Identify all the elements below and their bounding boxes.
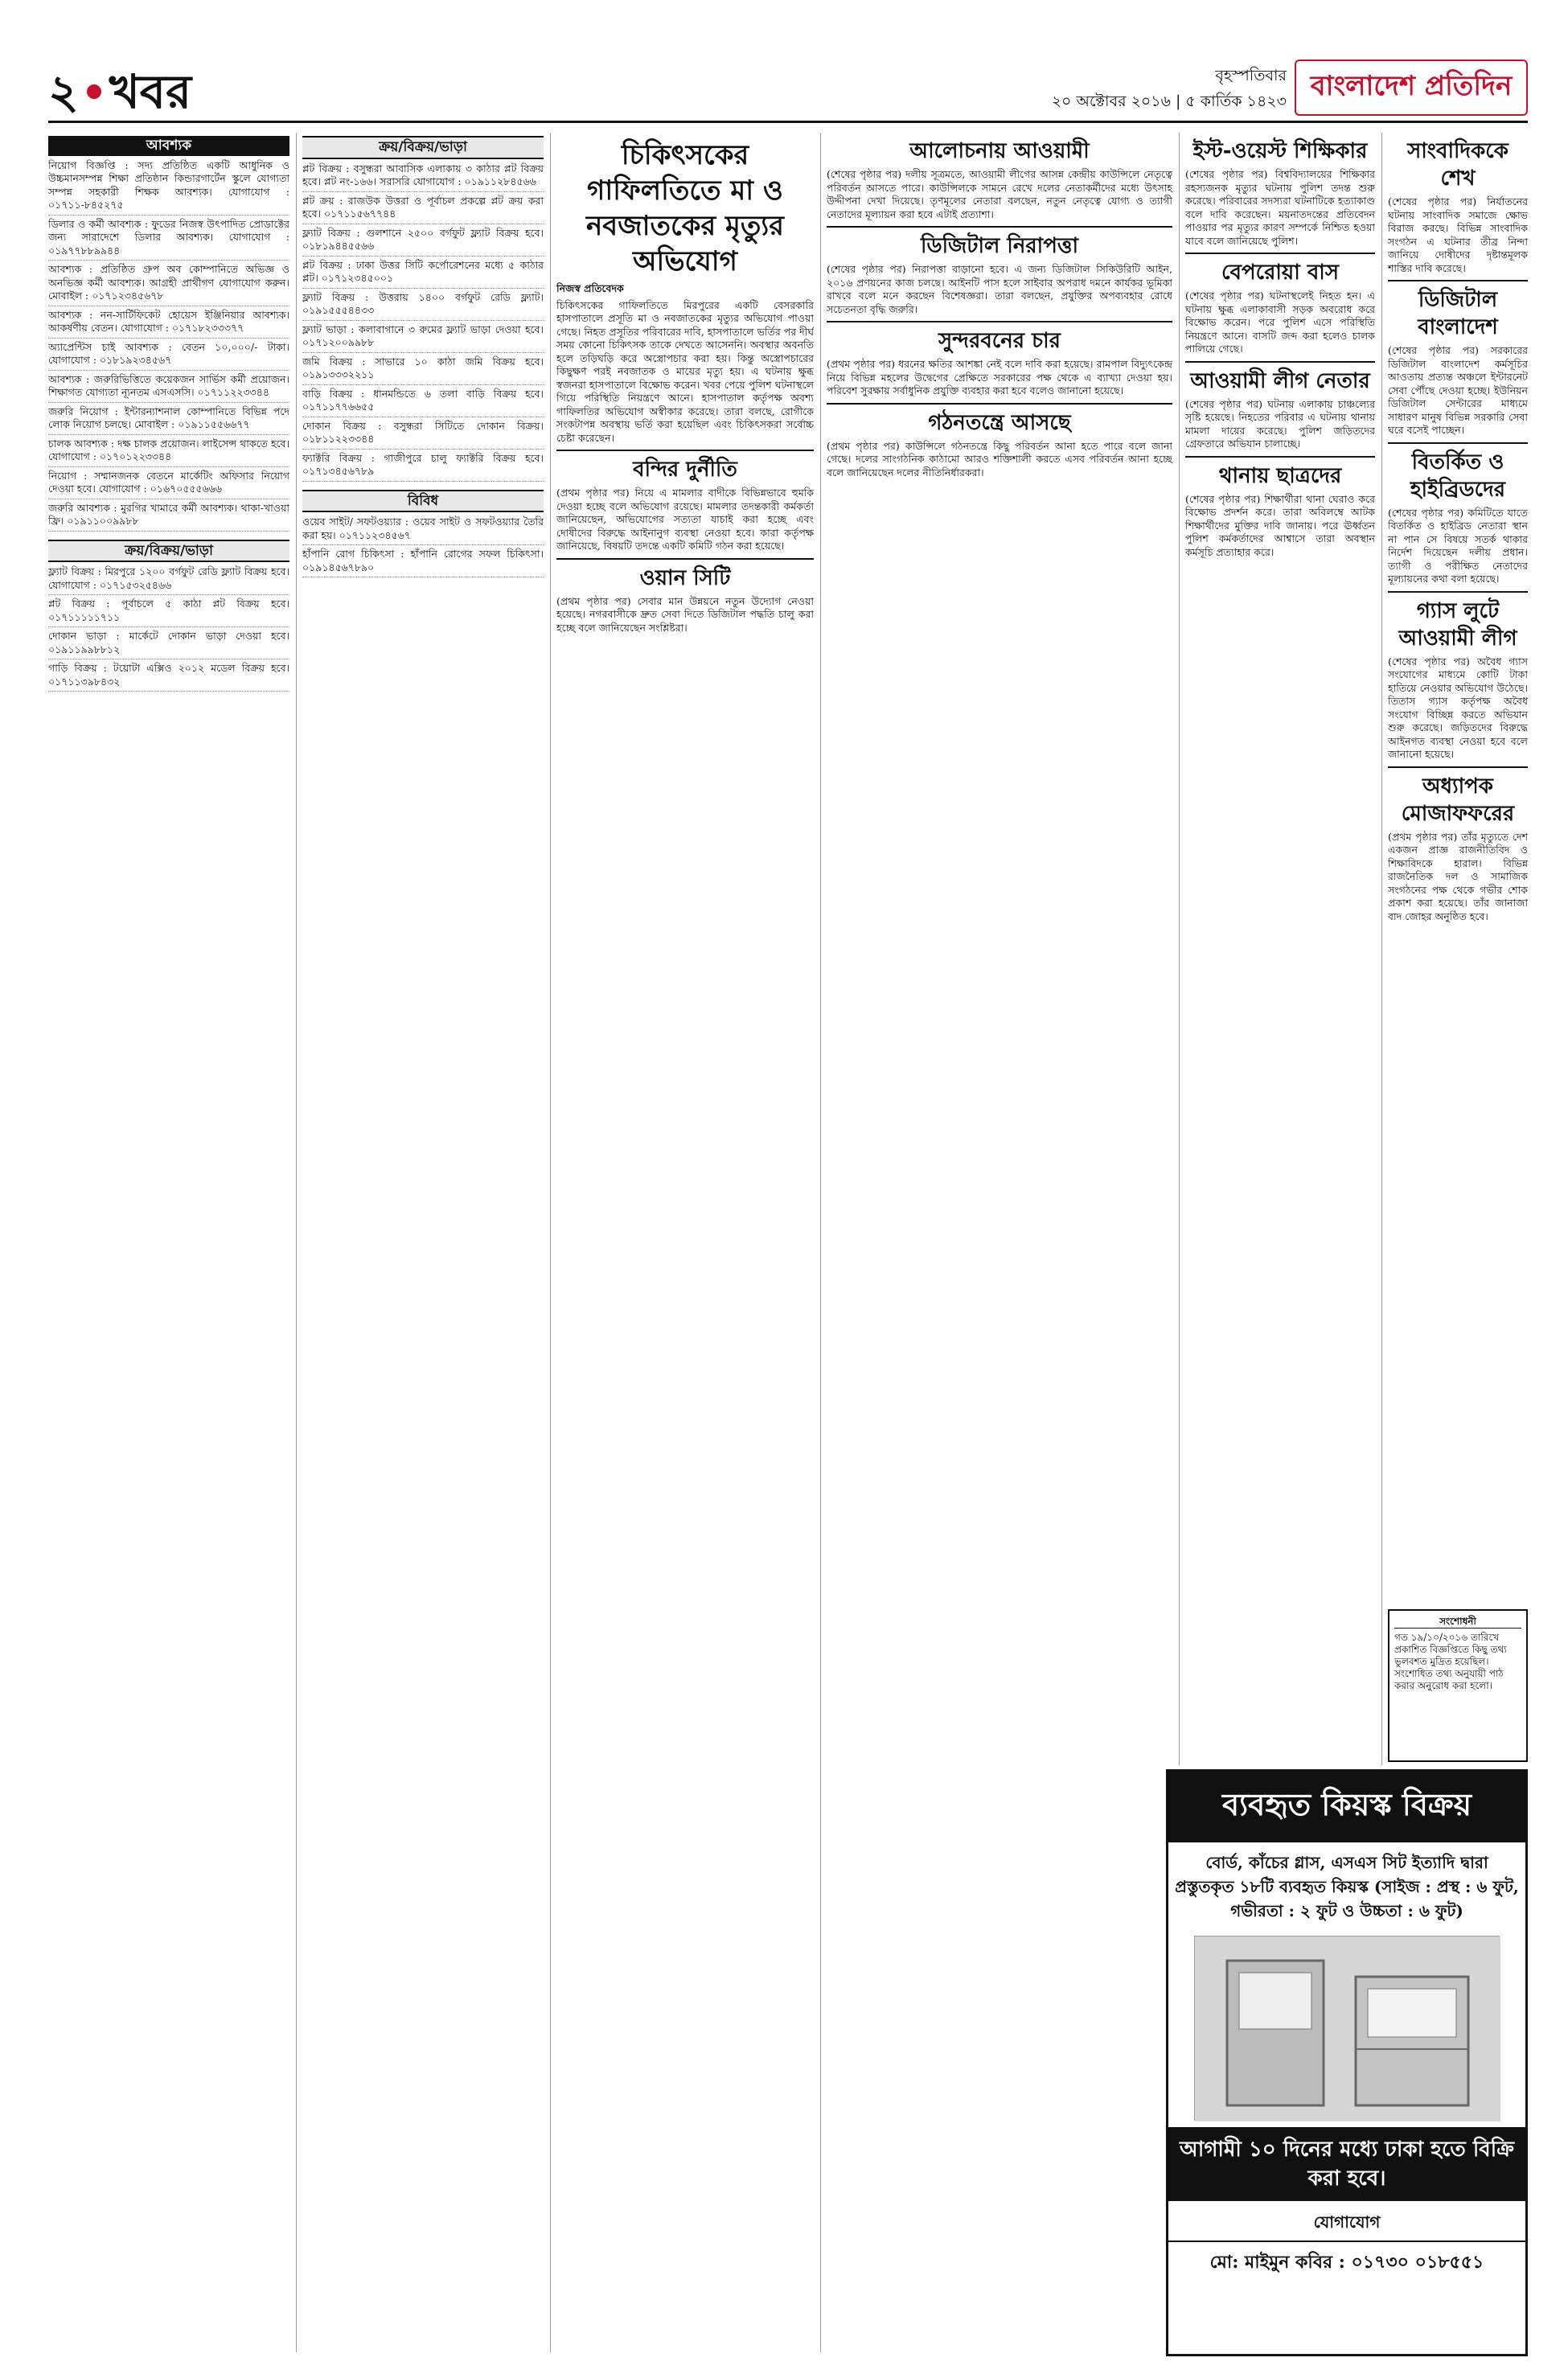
classified-ad: জরুরি আবশ্যক : মুরগির খামারে কর্মী আবশ্যক। থাকা-খাওয়া ফ্রি। ০১৯১১০০৯৯৮৮	[48, 502, 289, 532]
classified-ad-list	[48, 565, 289, 692]
classified-ad: প্লট ক্রয় : রাজউক উত্তরা ও পূর্বাচল প্রকল্পে প্লট ক্রয় করা হবে। ০১৭১১৫৬৭৭৪৪	[302, 195, 544, 224]
kiosk-illustration-icon	[1195, 1937, 1500, 2121]
classified-section-head: ক্রয়/বিক্রয়/ভাড়া	[48, 540, 289, 563]
classified-ad: নিয়োগ : সম্মানজনক বেতনে মার্কেটিং অফিসার নিয়োগ দেওয়া হবে। যোগাযোগ : ০১৬৭০৫৫৫৬৬৬	[48, 470, 289, 499]
story-headline: বেপরোয়া বাস	[1221, 261, 1340, 285]
story-body: (শেষের পৃষ্ঠার পর) ঘটনায় এলাকায় চাঞ্চল্যের সৃষ্টি হয়েছে। নিহতের পরিবার এ ঘটনায় থানায় মামলা দায়ের করেছে। পুলিশ জড়িতদের গ্রেফতারে অভিযান চালাচ্ছে।	[1185, 397, 1375, 450]
column-rule	[1179, 133, 1180, 1765]
story-headline: বিতর্কিত ও হাইব্রিডদের	[1410, 450, 1506, 502]
story-divider	[1388, 591, 1528, 593]
classified-ad: অ্যাপ্রেন্টিস চাই আবশ্যক : বেতন ১০,০০০/- টাকা। যোগাযোগ : ০১৮১৯২৩৪৫৬৭	[48, 341, 289, 371]
story-headline: ডিজিটাল নিরাপত্তা	[921, 234, 1078, 258]
classified-ad: বাড়ি বিক্রয় : ধানমন্ডিতে ৬ তলা বাড়ি বিক্রয় হবে। ০১৭১১৭৭৬৬৫৫	[302, 388, 544, 417]
story-headline: ওয়ান সিটি	[639, 565, 731, 590]
ad-description: বোর্ড, কাঁচের গ্লাস, এসএস সিট ইত্যাদি দ্বারা প্রস্তুতকৃত ১৮টি ব্যবহৃত কিয়স্ক (সাইজ : প্রস্থ : ৬ ফুট, গভীরতা : ২ ফুট ও উচ্চতা : ৬ ফুট)	[1175, 1853, 1519, 1920]
classified-column-2	[302, 133, 544, 2352]
story-divider	[827, 226, 1172, 228]
story-body: (প্রথম পৃষ্ঠার পর) নিয়ে এ মামলার বাদীকে বিভিন্নভাবে হুমকি দেওয়া হচ্ছে বলে অভিযোগ রয়েছে। মামলার তদন্তকারী কর্মকর্তা জানিয়েছেন, অভিযোগের সত্যতা যাচাই করা হচ্ছে এবং দোষীদের বিরুদ্ধে আইনানুগ ব্যবস্থা নেওয়া হবে। কারা কর্তৃপক্ষ জানিয়েছে, বিষয়টি তদন্তে একটি কমিটি গঠন করা হয়েছে।	[556, 487, 814, 552]
story-divider	[827, 403, 1172, 405]
classified-ad: ফ্যাক্টরি বিক্রয় : গাজীপুরে চালু ফ্যাক্টরি বিক্রয় হবে। ০১৭১৩৪৫৬৭৮৯	[302, 452, 544, 482]
classified-ad: ডিলার ও কর্মী আবশ্যক : ফুডের নিজস্ব উৎপাদিত প্রোডাক্টের জন্য সারাদেশে ডিলার আবশ্যক। যোগাযোগ : ০১৯৭৭৮৮৯৯৪৪	[48, 218, 289, 261]
story-headline: অধ্যাপক মোজাফফরের	[1401, 774, 1515, 826]
column-rule	[550, 133, 551, 2352]
column-rule	[820, 133, 821, 2352]
classified-ad-list	[48, 159, 289, 532]
story-body: (শেষের পৃষ্ঠার পর) নির্যাতনের ঘটনায় সাংবাদিক সমাজে ক্ষোভ বিরাজ করছে। বিভিন্ন সাংবাদিক সংগঠন এ ঘটনার তীব্র নিন্দা জানিয়ে দোষীদের দৃষ্টান্তমূলক শাস্তির দাবি করেছে।	[1388, 195, 1528, 274]
story-body: (শেষের পৃষ্ঠার পর) অবৈধ গ্যাস সংযোগের মাধ্যমে কোটি টাকা হাতিয়ে নেওয়ার অভিযোগ উঠেছে। তিতাস গ্যাস কর্তৃপক্ষ অবৈধ সংযোগ বিচ্ছিন্ন করতে অভিযান শুরু করেছে। জড়িতদের বিরুদ্ধে আইনগত ব্যবস্থা নেওয়া হবে বলে জানানো হয়েছে।	[1388, 655, 1528, 760]
story-body: (শেষের পৃষ্ঠার পর) কমিটিতে যাতে বিতর্কিত ও হাইব্রিড নেতারা স্থান না পান সে বিষয়ে সতর্ক থাকার নির্দেশ দিয়েছেন দলীয় প্রধান। ত্যাগী ও পরীক্ষিত নেতাদের মূল্যায়নের কথা বলা হয়েছে।	[1388, 506, 1528, 585]
classified-ad: নিয়োগ বিজ্ঞপ্তি : সদ্য প্রতিষ্ঠিত একটি আধুনিক ও উচ্চমানসম্পন্ন শিক্ষা প্রতিষ্ঠান কিন্ডারগার্টেন স্কুলে যোগ্যতা সম্পন্ন সহকারী শিক্ষক আবশ্যক। যোগাযোগ : ০১৭১১-৮৪৫২৭৫	[48, 159, 289, 216]
classified-ad: আবশ্যক : নন-সার্টিফিকেট হোয়েস ইঞ্জিনিয়ার আবশ্যক। আকর্ষণীয় বেতন। যোগাযোগ : ০১৭১৮২৩৩৩৭৭	[48, 309, 289, 339]
classified-ad: দোকান ভাড়া : মার্কেটে দোকান ভাড়া দেওয়া হবে। ০১৯১১৯৯৮৮১২	[48, 630, 289, 659]
story-body: (প্রথম পৃষ্ঠার পর) কাউন্সিলে গঠনতন্ত্রে কিছু পরিবর্তন আনা হতে পারে বলে জানা গেছে। দলের সাংগঠনিক কাঠামো আরও শক্তিশালী করতে এসব পরিবর্তন আনা হচ্ছে বলে জানিয়েছেন দলের নীতিনির্ধারকরা।	[827, 439, 1172, 478]
story-headline: বন্দির দুর্নীতি	[633, 458, 737, 482]
ad-contact-label: যোগাযোগ	[1313, 2212, 1381, 2232]
story-divider	[1388, 442, 1528, 444]
story-column-6	[1388, 133, 1528, 1596]
classified-section-head: আবশ্যক	[48, 136, 289, 156]
classified-ad: জমি বিক্রয় : সাভারে ১০ কাঠা জমি বিক্রয় হবে। ০১৯১৩৩৩২২১১	[302, 355, 544, 385]
classified-ad: প্লট বিক্রয় : ঢাকা উত্তর সিটি কর্পোরেশনের মধ্যে ৫ কাঠার প্লট। ০১৭১২৩৪৫০০১	[302, 259, 544, 289]
section-name: খবর	[109, 64, 191, 119]
story-column-5	[1185, 133, 1375, 1757]
kiosk-sale-ad	[1166, 1769, 1528, 2356]
notice-title: সংশোধনী	[1394, 1616, 1521, 1629]
classified-ad: ফ্ল্যাট বিক্রয় : উত্তরায় ১৪০০ বর্গফুট রেডি ফ্ল্যাট। ০১৯১৫৫৫৪৪৩৩	[302, 291, 544, 321]
header-divider	[48, 121, 1528, 123]
story-headline: ইস্ট-ওয়েস্ট শিক্ষিকার	[1192, 139, 1368, 163]
correction-notice	[1388, 1609, 1528, 1762]
kiosk-photo	[1194, 1936, 1500, 2121]
story-headline: চিকিৎসকের গাফিলতিতে মা ও নবজাতকের মৃত্যুর অভিযোগ	[586, 139, 784, 277]
story-body: (শেষের পৃষ্ঠার পর) শিক্ষার্থীরা থানা ঘেরাও করে বিক্ষোভ প্রদর্শন করে। তারা অবিলম্বে আটক শিক্ষার্থীদের মুক্তির দাবি জানায়। পরে ঊর্ধ্বতন পুলিশ কর্মকর্তাদের আশ্বাসে তারা অবস্থান কর্মসূচি প্রত্যাহার করে।	[1185, 492, 1375, 558]
classified-ad: ফ্ল্যাট বিক্রয় : মিরপুরে ১২০০ বর্গফুট রেডি ফ্ল্যাট বিক্রয় হবে। যোগাযোগ : ০১৭১৫৩২৫৪৬৬	[48, 565, 289, 595]
classified-ad: প্লট বিক্রয় : পূর্বাচলে ৫ কাঠা প্লট বিক্রয় হবে। ০১৭১১১১১৭১১	[48, 598, 289, 627]
story-body: (প্রথম পৃষ্ঠার পর) সেবার মান উন্নয়নে নতুন উদ্যোগ নেওয়া হয়েছে। নগরবাসীকে দ্রুত সেবা দিতে ডিজিটাল পদ্ধতি চালু করা হচ্ছে বলে জানিয়েছেন সংশ্লিষ্টরা।	[556, 594, 814, 634]
classified-ad: ফ্ল্যাট ভাড়া : কলাবাগানে ৩ রুমের ফ্ল্যাট ভাড়া দেওয়া হবে। ০১৭১২০০৯৯৮৮	[302, 323, 544, 353]
classified-ad: ওয়েব সাইট/ সফটওয়্যার : ওয়েব সাইট ও সফটওয়্যার তৈরি করা হয়। ০১৭১১২৩৪৫৬৭	[302, 515, 544, 545]
ad-offer: আগামী ১০ দিনের মধ্যে ঢাকা হতে বিক্রি করা হবে।	[1168, 2127, 1525, 2201]
classified-ad: আবশ্যক : জরুরিভিত্তিতে কয়েকজন সার্ভিস কর্মী প্রয়োজন। শিক্ষাগত যোগ্যতা ন্যূনতম এসএসসি। ০১৭১১২২৩৩৪৪	[48, 373, 289, 403]
story-headline: ডিজিটাল বাংলাদেশ	[1418, 288, 1498, 339]
date-line: ২০ অক্টোবর ২০১৬ | ৫ কার্তিক ১৪২৩	[1051, 92, 1287, 110]
story-headline: থানায় ছাত্রদের	[1218, 463, 1342, 488]
story-divider	[556, 558, 814, 560]
column-rule	[1381, 133, 1382, 1765]
story-headline: আওয়ামী লীগ নেতার	[1190, 368, 1370, 393]
story-divider	[1185, 361, 1375, 363]
page-header	[48, 48, 1528, 137]
bullet-dot-icon	[87, 84, 101, 99]
story-body: (শেষের পৃষ্ঠার পর) বিশ্ববিদ্যালয়ের শিক্ষিকার রহস্যজনক মৃত্যুর ঘটনায় পুলিশ তদন্ত শুরু করেছে। পরিবারের সদস্যরা ঘটনাটিকে হত্যাকাণ্ড বলে দাবি করেছেন। ময়নাতদন্তের প্রতিবেদন পাওয়ার পর মৃত্যুর কারণ সম্পর্কে নিশ্চিত হওয়া যাবে বলে জানিয়েছে পুলিশ।	[1185, 168, 1375, 247]
logo-text: বাংলাদেশ প্রতিদিন	[1310, 69, 1513, 102]
classified-ad: হাঁপানি রোগ চিকিৎসা : হাঁপানি রোগের সফল চিকিৎসা। ০১৯১৪৫৬৭৮৯০	[302, 548, 544, 577]
classified-section-head: বিবিধ	[302, 490, 544, 513]
column-rule	[296, 133, 297, 2352]
story-divider	[1185, 253, 1375, 254]
story-body: চিকিৎসকের গাফিলতিতে মিরপুরের একটি বেসরকারি হাসপাতালে প্রসূতি মা ও নবজাতকের মৃত্যুর অভিযোগ পাওয়া গেছে। নিহত প্রসূতির পরিবারের দাবি, হাসপাতালে ভর্তির পর দীর্ঘ সময় কোনো চিকিৎসক তাকে দেখতে আসেননি। অবস্থার অবনতি হলে তড়িঘড়ি করে অস্ত্রোপচার করা হয়। কিন্তু অস্ত্রোপচারের কিছুক্ষণ পরই নবজাতক ও মায়ের মৃত্যু হয়। এ ঘটনায় ক্ষুব্ধ স্বজনরা হাসপাতালে বিক্ষোভ করেন। খবর পেয়ে পুলিশ ঘটনাস্থলে গিয়ে পরিস্থিতি নিয়ন্ত্রণে আনে। হাসপাতাল কর্তৃপক্ষ অবশ্য গাফিলতির অভিযোগ অস্বীকার করেছে। তারা বলছে, রোগীকে সংকটাপন্ন অবস্থায় ভর্তি করা হয়েছিল এবং চিকিৎসকরা সর্বোচ্চ চেষ্টা করেছেন।	[556, 298, 814, 444]
classified-ad: গাড়ি বিক্রয় : টয়োটা এক্সিও ২০১২ মডেল বিক্রয় হবে। ০১৭১১৩৯৮৪৩২	[48, 662, 289, 692]
weekday: বৃহস্পতিবার	[1215, 67, 1287, 84]
page-number: ২	[48, 64, 79, 119]
story-body: (শেষের পৃষ্ঠার পর) নিরাপত্তা বাড়ানো হবে। এ জন্য ডিজিটাল সিকিউরিটি আইন, ২০১৬ প্রণয়নের কাজ চলছে। আইনটি পাস হলে সাইবার অপরাধ দমনে কার্যকর ভূমিকা রাখবে বলে মনে করছেন বিশেষজ্ঞরা। তারা বলছেন, প্রযুক্তির অপব্যবহার রোধে সচেতনতা বৃদ্ধি জরুরি।	[827, 263, 1172, 315]
newspaper-logo	[1295, 60, 1528, 116]
classified-ad: জরুরি নিয়োগ : ইন্টারন্যাশনাল কোম্পানিতে বিভিন্ন পদে লোক নিয়োগ চলছে। মোবাইল : ০১৯১১৫৫৬৬৭৭	[48, 405, 289, 435]
date-block	[949, 63, 1287, 114]
classified-ad: আবশ্যক : প্রতিষ্ঠিত গ্রুপ অব কোম্পানিতে অভিজ্ঞ ও অনভিজ্ঞ কর্মী আবশ্যক। আগ্রহী প্রার্থীগণ যোগাযোগ করুন। মোবাইল : ০১৭১২৩৪৫৬৭৮	[48, 263, 289, 306]
classified-section-head: ক্রয়/বিক্রয়/ভাড়া	[302, 136, 544, 159]
ad-title: ব্যবহৃত কিয়স্ক বিক্রয়	[1168, 1772, 1525, 1842]
story-headline: আলোচনায় আওয়ামী	[909, 139, 1090, 163]
classified-ad-list	[302, 515, 544, 577]
story-divider	[1185, 456, 1375, 458]
story-divider	[827, 321, 1172, 322]
story-body: (প্রথম পৃষ্ঠার পর) ধরনের ক্ষতির আশঙ্কা নেই বলে দাবি করা হয়েছে। রামপাল বিদ্যুৎকেন্দ্র নিয়ে বিভিন্ন মহলের উদ্বেগের প্রেক্ষিতে সরকারের পক্ষ থেকে এ ব্যাখ্যা দেওয়া হয়। পরিবেশ সুরক্ষায় সর্বাধুনিক প্রযুক্তি ব্যবহার করা হবে বলেও জানানো হয়েছে।	[827, 358, 1172, 396]
story-column-4	[827, 133, 1172, 2352]
classified-ad: ফ্ল্যাট বিক্রয় : গুলশানে ২৫০০ বর্গফুট ফ্ল্যাট বিক্রয় হবে। ০১৮১৯৪৪৫৫৬৬	[302, 227, 544, 257]
classified-ad: প্লট বিক্রয় : বসুন্ধরা আবাসিক এলাকায় ৩ কাঠার প্লট বিক্রয় হবে। প্লট নং-১৬৬। সরাসরি যোগাযোগ : ০১৯১১২৮৪৫৬৬	[302, 162, 544, 192]
story-headline: গ্যাস লুটে আওয়ামী লীগ	[1398, 598, 1517, 651]
classified-column-1	[48, 133, 289, 2352]
story-body: (প্রথম পৃষ্ঠার পর) তাঁর মৃত্যুতে দেশ একজন প্রাজ্ঞ রাজনীতিবিদ ও শিক্ষাবিদকে হারাল। বিভিন্ন রাজনৈতিক দল ও সামাজিক সংগঠনের পক্ষ থেকে গভীর শোক প্রকাশ করা হয়েছে। তাঁর জানাজা বাদ জোহর অনুষ্ঠিত হবে।	[1388, 830, 1528, 922]
story-headline: সাংবাদিককে শেখ	[1407, 139, 1508, 191]
classified-ad: দোকান বিক্রয় : বসুন্ধরা সিটিতে দোকান বিক্রয়। ০১৮১১২২৩৩৪৪	[302, 420, 544, 450]
story-body: (শেষের পৃষ্ঠার পর) সরকারের ডিজিটাল বাংলাদেশ কর্মসূচির আওতায় প্রত্যন্ত অঞ্চলে ইন্টারনেট সেবা পৌঁছে দেওয়া হচ্ছে। ইউনিয়ন ডিজিটাল সেন্টারের মাধ্যমে সাধারণ মানুষ বিভিন্ন সরকারি সেবা ঘরে বসেই পাচ্ছেন।	[1388, 344, 1528, 436]
story-body: (শেষের পৃষ্ঠার পর) ঘটনাস্থলেই নিহত হন। এ ঘটনায় ক্ষুব্ধ এলাকাবাসী সড়ক অবরোধ করে বিক্ষোভ করেন। পরে পুলিশ এসে পরিস্থিতি নিয়ন্ত্রণে আনে। বাসটি জব্দ করা হলেও চালক পালিয়ে গেছে।	[1185, 290, 1375, 355]
classified-ad-list	[302, 162, 544, 482]
story-column-3	[556, 133, 814, 2352]
story-divider	[1388, 766, 1528, 768]
story-headline: গঠনতন্ত্রে আসছে	[928, 410, 1071, 435]
story-divider	[1388, 280, 1528, 281]
story-body: (শেষের পৃষ্ঠার পর) দলীয় সূত্রমতে, আওয়ামী লীগের আসন্ন কেন্দ্রীয় কাউন্সিলে নেতৃত্বে পরিবর্তন আসতে পারে। কাউন্সিলকে সামনে রেখে দলের নেতাকর্মীদের মধ্যে উৎসাহ উদ্দীপনা দেখা দিয়েছে। তৃণমূলের নেতারা বলছেন, নতুন নেতৃত্বে যোগ্য ও ত্যাগী নেতাদের মূল্যায়ন করা হবে এটাই প্রত্যাশা।	[827, 168, 1172, 220]
classified-ad: চালক আবশ্যক : দক্ষ চালক প্রয়োজন। লাইসেন্স থাকতে হবে। যোগাযোগ : ০১৭০১২২৩৩৪৪	[48, 437, 289, 467]
notice-body: গত ১৯/১০/২০১৬ তারিখে প্রকাশিত বিজ্ঞপ্তিতে কিছু তথ্য ভুলবশত মুদ্রিত হয়েছিল। সংশোধিত তথ্য অনুযায়ী পাঠ করার অনুরোধ করা হলো।	[1394, 1632, 1507, 1691]
ad-contact-phone: মো: মাইমুন কবির : ০১৭৩০ ০১৮৫৫১	[1168, 2241, 1525, 2285]
story-byline: নিজস্ব প্রতিবেদক	[556, 282, 624, 294]
story-divider	[556, 450, 814, 451]
story-headline: সুন্দরবনের চার	[938, 329, 1061, 353]
